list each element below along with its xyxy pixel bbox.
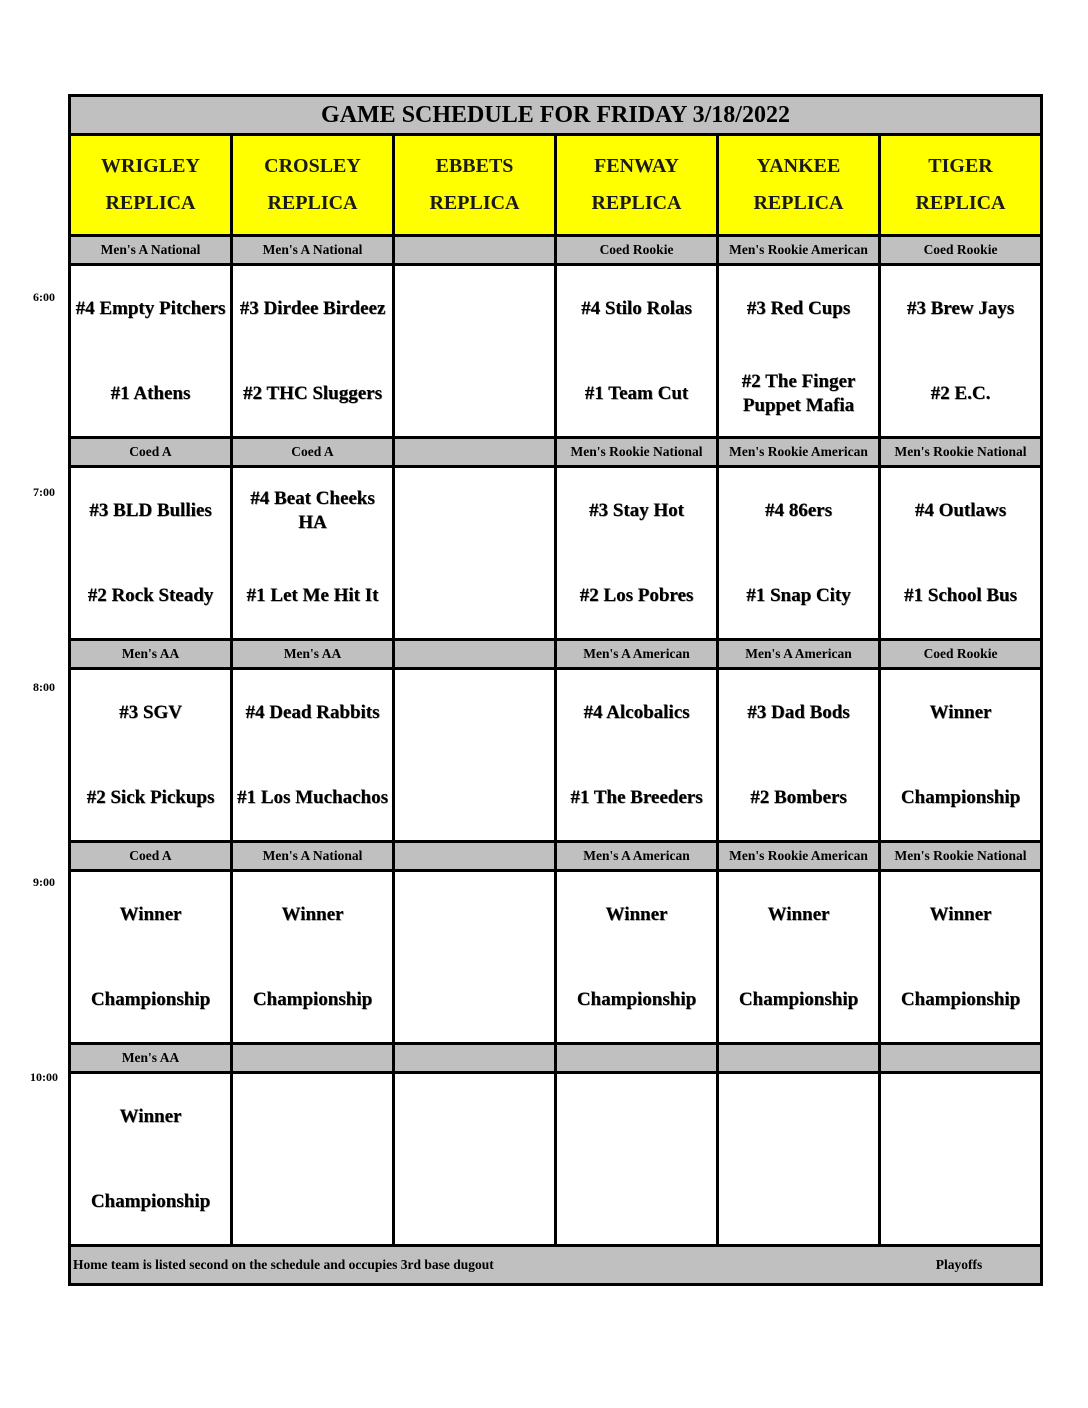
away-team: #3 SGV bbox=[119, 701, 182, 723]
division-label: Men's A American bbox=[557, 843, 716, 869]
home-team bbox=[395, 957, 554, 1042]
home-team: Championship bbox=[90, 1190, 211, 1212]
game-cell bbox=[557, 872, 716, 1042]
game-cell bbox=[233, 1074, 392, 1244]
away-team: Winner bbox=[929, 903, 992, 925]
home-team: #2 The Finger Puppet Mafia bbox=[741, 370, 856, 416]
home-team: #2 Los Pobres bbox=[579, 584, 694, 606]
field-subtitle: REPLICA bbox=[591, 192, 682, 214]
home-team: Championship bbox=[252, 988, 373, 1010]
away-team: Winner bbox=[605, 903, 668, 925]
away-team: Winner bbox=[929, 701, 992, 723]
game-cell bbox=[719, 266, 878, 436]
game-cell bbox=[395, 468, 554, 638]
field-header-wrigley bbox=[71, 136, 230, 234]
game-cell bbox=[395, 872, 554, 1042]
field-name: EBBETS bbox=[435, 155, 514, 177]
home-team bbox=[395, 1159, 554, 1244]
away-team bbox=[557, 1074, 716, 1159]
home-team bbox=[719, 1159, 878, 1244]
away-team bbox=[395, 468, 554, 553]
home-team: Championship bbox=[738, 988, 859, 1010]
game-cell bbox=[557, 468, 716, 638]
division-label bbox=[233, 1045, 392, 1071]
division-label: Men's A American bbox=[557, 641, 716, 667]
away-team: #4 Outlaws bbox=[914, 499, 1007, 521]
home-team: #2 Bombers bbox=[750, 786, 847, 808]
home-team: Championship bbox=[900, 786, 1021, 808]
home-team: #1 Let Me Hit It bbox=[246, 584, 379, 606]
division-label: Coed A bbox=[71, 439, 230, 465]
division-label bbox=[719, 1045, 878, 1071]
field-subtitle: REPLICA bbox=[105, 192, 196, 214]
division-label: Men's Rookie National bbox=[881, 843, 1040, 869]
home-team: #1 Snap City bbox=[746, 584, 851, 606]
away-team: #4 Empty Pitchers bbox=[75, 297, 226, 319]
division-label bbox=[395, 843, 554, 869]
game-cell bbox=[233, 468, 392, 638]
home-team bbox=[557, 1159, 716, 1244]
field-name: WRIGLEY bbox=[101, 155, 200, 177]
game-cell bbox=[71, 1074, 230, 1244]
home-team: #2 E.C. bbox=[930, 382, 991, 404]
home-team: #1 Los Muchachos bbox=[237, 786, 388, 808]
game-cell bbox=[233, 872, 392, 1042]
division-label: Coed Rookie bbox=[557, 237, 716, 263]
game-cell bbox=[719, 468, 878, 638]
game-cell bbox=[719, 1074, 878, 1244]
game-cell bbox=[233, 266, 392, 436]
division-label bbox=[395, 1045, 554, 1071]
game-cell bbox=[395, 1074, 554, 1244]
division-label bbox=[395, 237, 554, 263]
away-team: #3 BLD Bullies bbox=[89, 499, 212, 521]
game-cell bbox=[71, 468, 230, 638]
game-cell bbox=[71, 266, 230, 436]
division-label: Men's A National bbox=[233, 237, 392, 263]
field-header-yankee bbox=[719, 136, 878, 234]
game-cell bbox=[881, 872, 1040, 1042]
time-label: 9:00 bbox=[33, 875, 55, 889]
home-team: #1 The Breeders bbox=[570, 786, 703, 808]
home-team bbox=[395, 755, 554, 840]
field-name: CROSLEY bbox=[264, 155, 361, 177]
time-label: 7:00 bbox=[33, 485, 55, 499]
away-team bbox=[233, 1074, 392, 1159]
game-cell bbox=[881, 266, 1040, 436]
away-team: #3 Stay Hot bbox=[589, 499, 684, 521]
time-label: 6:00 bbox=[33, 290, 55, 304]
game-cell bbox=[881, 468, 1040, 638]
division-label: Men's Rookie American bbox=[719, 237, 878, 263]
field-subtitle: REPLICA bbox=[267, 192, 358, 214]
away-team: Winner bbox=[281, 903, 344, 925]
home-team: Championship bbox=[900, 988, 1021, 1010]
away-team: #4 Alcobalics bbox=[583, 701, 690, 723]
footer-note: Home team is listed second on the schedule and occupies 3rd base dugout bbox=[73, 1257, 494, 1272]
away-team: Winner bbox=[119, 903, 182, 925]
division-label: Men's Rookie National bbox=[557, 439, 716, 465]
field-name: YANKEE bbox=[756, 155, 841, 177]
game-cell bbox=[719, 670, 878, 840]
home-team: #1 School Bus bbox=[904, 584, 1017, 606]
field-header-ebbets bbox=[395, 136, 554, 234]
division-label: Men's AA bbox=[71, 641, 230, 667]
schedule-title: GAME SCHEDULE FOR FRIDAY 3/18/2022 bbox=[71, 97, 1040, 133]
division-label: Men's Rookie American bbox=[719, 439, 878, 465]
home-team: Championship bbox=[576, 988, 697, 1010]
division-label bbox=[395, 641, 554, 667]
home-team: #2 Sick Pickups bbox=[86, 786, 215, 808]
division-label: Men's A National bbox=[71, 237, 230, 263]
division-label: Men's AA bbox=[71, 1045, 230, 1071]
division-label: Men's A American bbox=[719, 641, 878, 667]
division-label: Men's Rookie National bbox=[881, 439, 1040, 465]
home-team: #1 Athens bbox=[110, 382, 191, 404]
away-team: #3 Dad Bods bbox=[747, 701, 850, 723]
field-name: FENWAY bbox=[594, 155, 679, 177]
away-team bbox=[881, 1074, 1040, 1159]
field-subtitle: REPLICA bbox=[753, 192, 844, 214]
division-label: Coed Rookie bbox=[881, 237, 1040, 263]
away-team: #3 Dirdee Birdeez bbox=[239, 297, 386, 319]
game-cell bbox=[557, 266, 716, 436]
division-label: Coed A bbox=[233, 439, 392, 465]
away-team bbox=[395, 1074, 554, 1159]
game-cell bbox=[881, 1074, 1040, 1244]
field-header-fenway bbox=[557, 136, 716, 234]
away-team bbox=[395, 872, 554, 957]
away-team: #4 86ers bbox=[764, 499, 832, 521]
home-team: #2 THC Sluggers bbox=[242, 382, 382, 404]
away-team: Winner bbox=[767, 903, 830, 925]
home-team bbox=[881, 1159, 1040, 1244]
time-label: 8:00 bbox=[33, 680, 55, 694]
division-label: Men's AA bbox=[233, 641, 392, 667]
time-label: 10:00 bbox=[30, 1070, 58, 1084]
away-team bbox=[719, 1074, 878, 1159]
field-subtitle: REPLICA bbox=[915, 192, 1006, 214]
away-team: #4 Beat Cheeks HA bbox=[250, 487, 375, 533]
field-name: TIGER bbox=[928, 155, 993, 177]
division-label: Men's Rookie American bbox=[719, 843, 878, 869]
away-team: #3 Brew Jays bbox=[906, 297, 1015, 319]
game-cell bbox=[395, 266, 554, 436]
home-team: #2 Rock Steady bbox=[87, 584, 214, 606]
away-team bbox=[395, 670, 554, 755]
game-cell bbox=[719, 872, 878, 1042]
game-cell bbox=[71, 872, 230, 1042]
division-label: Coed Rookie bbox=[881, 641, 1040, 667]
schedule-table bbox=[68, 94, 1043, 1286]
away-team: Winner bbox=[119, 1105, 182, 1127]
home-team bbox=[395, 553, 554, 638]
away-team: #4 Dead Rabbits bbox=[245, 701, 380, 723]
footer-label: Playoffs bbox=[935, 1257, 983, 1272]
division-label: Coed A bbox=[71, 843, 230, 869]
home-team: #1 Team Cut bbox=[584, 382, 689, 404]
division-label bbox=[557, 1045, 716, 1071]
away-team: #4 Stilo Rolas bbox=[581, 297, 692, 319]
field-header-crosley bbox=[233, 136, 392, 234]
division-label bbox=[395, 439, 554, 465]
game-cell bbox=[71, 670, 230, 840]
game-cell bbox=[395, 670, 554, 840]
division-label bbox=[881, 1045, 1040, 1071]
game-cell bbox=[233, 670, 392, 840]
home-team bbox=[395, 351, 554, 436]
away-team bbox=[395, 266, 554, 351]
division-label: Men's A National bbox=[233, 843, 392, 869]
field-header-tiger bbox=[881, 136, 1040, 234]
home-team bbox=[233, 1159, 392, 1244]
game-cell bbox=[557, 670, 716, 840]
field-subtitle: REPLICA bbox=[429, 192, 520, 214]
home-team: Championship bbox=[90, 988, 211, 1010]
game-cell bbox=[881, 670, 1040, 840]
footer-row bbox=[71, 1247, 1040, 1283]
away-team: #3 Red Cups bbox=[746, 297, 851, 319]
game-cell bbox=[557, 1074, 716, 1244]
